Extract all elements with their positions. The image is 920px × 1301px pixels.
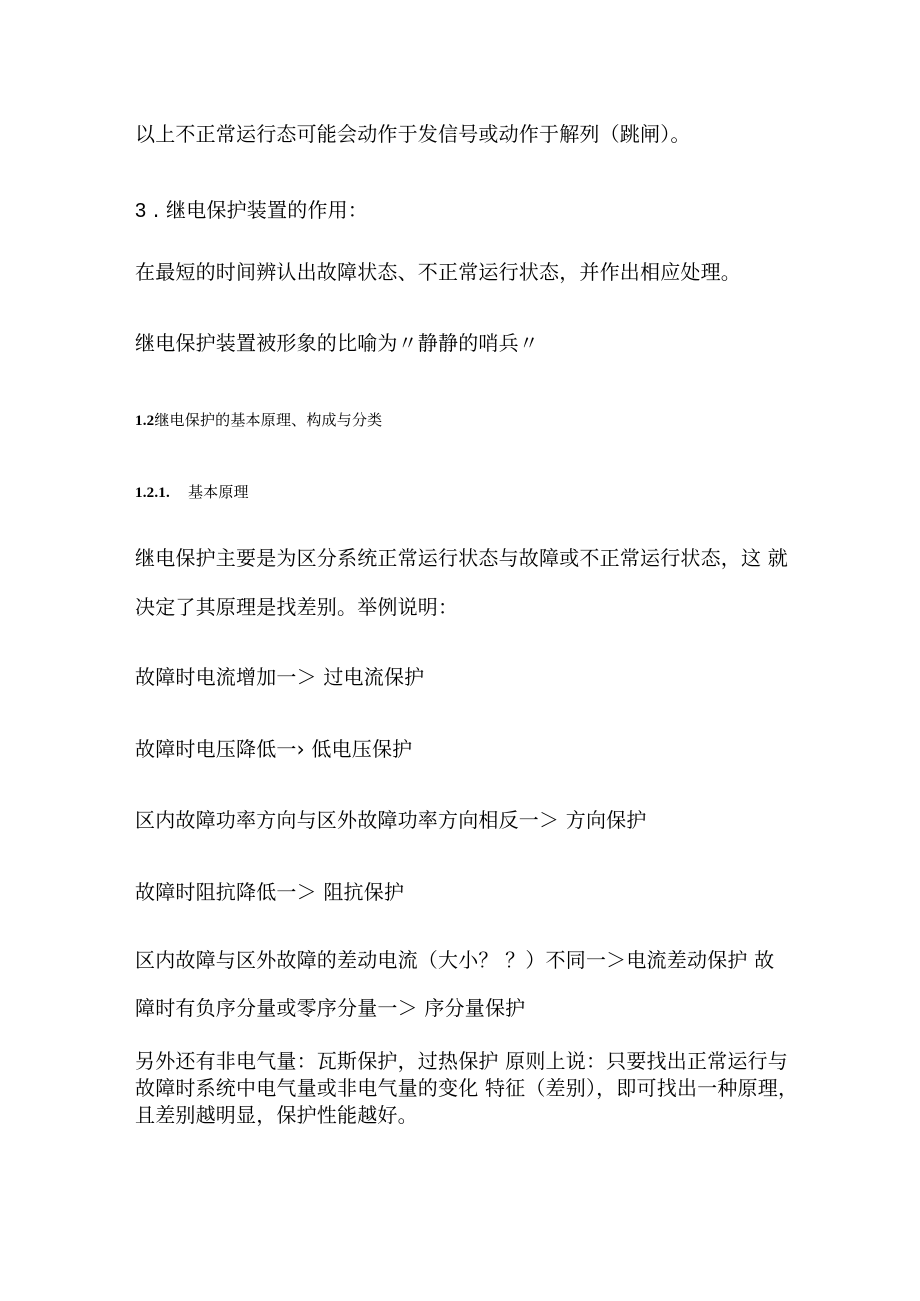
heading-text: . 继电保护装置的作用：	[146, 198, 369, 222]
example-overcurrent: 故障时电流增加一＞ 过电流保护	[135, 665, 425, 689]
subsection-heading-1-2-1	[135, 482, 249, 503]
paragraph-sentinel-metaphor: 继电保护装置被形象的比喻为〃静静的哨兵〃	[135, 331, 539, 355]
example-impedance: 故障时阻抗降低一＞ 阻抗保护	[135, 880, 405, 904]
example-differential: 区内故障与区外故障的差动电流（大小？ ？）不同一＞电流差动保护 故	[135, 948, 775, 972]
paragraph-function-desc: 在最短的时间辨认出故障状态、不正常运行状态，并作出相应处理。	[135, 260, 741, 284]
subsection-number: 1.2.1.	[135, 485, 170, 501]
example-undervoltage: 故障时电压降低一› 低电压保护	[135, 737, 413, 761]
paragraph-abnormal-state: 以上不正常运行态可能会动作于发信号或动作于解列（跳闸）。	[135, 122, 691, 146]
heading-protection-function	[135, 198, 368, 223]
paragraph-principle-line2: 决定了其原理是找差别。举例说明：	[135, 595, 459, 619]
example-directional: 区内故障功率方向与区外故障功率方向相反一＞ 方向保护	[135, 808, 647, 832]
heading-number: 3	[135, 200, 147, 222]
section-heading-1-2	[135, 410, 382, 431]
paragraph-non-electrical: 另外还有非电气量：瓦斯保护，过热保护 原则上说：只要找出正常运行与故障时系统中电气量或非电气量的变化 特征（差别），即可找出一种原理，且差别越明显，保护性能越好。	[135, 1049, 799, 1127]
example-sequence: 障时有负序分量或零序分量一＞ 序分量保护	[135, 996, 526, 1020]
section-title: 继电保护的基本原理、构成与分类	[154, 411, 383, 429]
subsection-title: 基本原理	[187, 483, 249, 501]
paragraph-principle-line1: 继电保护主要是为区分系统正常运行状态与故障或不正常运行状态，这 就	[135, 546, 788, 570]
section-number: 1.2	[135, 413, 155, 429]
